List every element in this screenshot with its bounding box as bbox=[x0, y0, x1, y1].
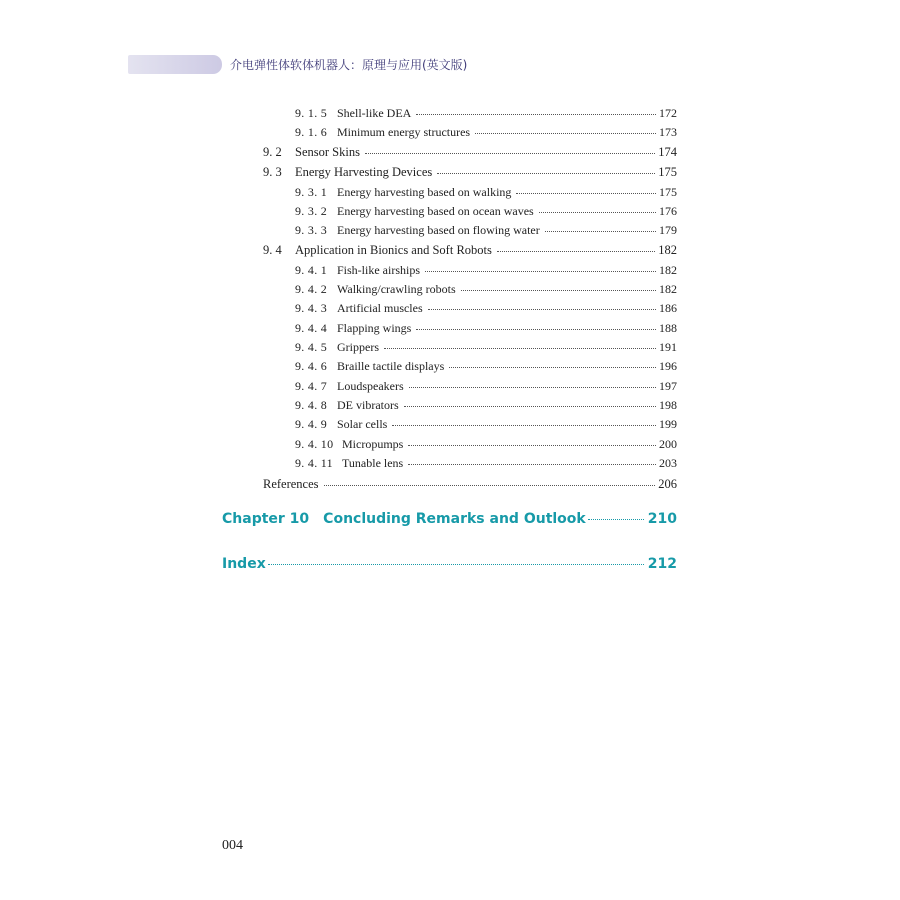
toc-entry[interactable] bbox=[295, 184, 677, 200]
toc-entry[interactable] bbox=[295, 358, 677, 374]
toc-entry-number: 9. 3. 3 bbox=[295, 223, 328, 237]
toc-entry-number: 9. 4. 7 bbox=[295, 379, 328, 393]
toc-entry-number: 9. 4. 2 bbox=[295, 282, 328, 296]
toc-entry[interactable] bbox=[295, 222, 677, 238]
toc-entry-page: 173 bbox=[659, 125, 677, 139]
toc-entry[interactable] bbox=[295, 416, 677, 432]
dot-leader bbox=[392, 424, 656, 426]
toc-entry-page: 206 bbox=[658, 477, 677, 491]
toc-entry-number: 9. 4. 10 bbox=[295, 437, 334, 451]
dot-leader bbox=[428, 308, 656, 310]
toc-entry-page: 191 bbox=[659, 340, 677, 354]
toc-entry-title: Solar cells bbox=[337, 417, 388, 431]
toc-entry-title: Energy Harvesting Devices bbox=[295, 165, 433, 179]
toc-entry-page: 197 bbox=[659, 379, 677, 393]
dot-leader bbox=[416, 113, 656, 115]
toc-entry-page: 182 bbox=[659, 263, 677, 277]
dot-leader bbox=[268, 563, 644, 565]
toc-entry-number: 9. 4. 11 bbox=[295, 456, 333, 470]
toc-entry-page: 176 bbox=[659, 204, 677, 218]
dot-leader bbox=[408, 444, 656, 446]
toc-entry[interactable] bbox=[263, 144, 677, 160]
page-number: 004 bbox=[222, 838, 243, 853]
toc-entry-page: 175 bbox=[658, 165, 677, 179]
dot-leader bbox=[408, 463, 656, 465]
toc-entry-title: Sensor Skins bbox=[295, 145, 360, 159]
toc-entry[interactable] bbox=[295, 203, 677, 219]
toc-entry-number: 9. 4. 4 bbox=[295, 321, 328, 335]
toc-entry-title: Flapping wings bbox=[337, 321, 412, 335]
toc-entry-title: Energy harvesting based on walking bbox=[337, 185, 512, 199]
toc-entry[interactable] bbox=[295, 378, 677, 394]
toc-entry-title: Artificial muscles bbox=[337, 301, 423, 315]
dot-leader bbox=[449, 366, 656, 368]
toc-entry[interactable] bbox=[295, 320, 677, 336]
toc-entry-page: 198 bbox=[659, 398, 677, 412]
toc-entry-number: 9. 3. 1 bbox=[295, 185, 328, 199]
toc-entry[interactable] bbox=[295, 455, 677, 471]
toc-entry-number: 9. 1. 5 bbox=[295, 106, 328, 120]
dot-leader bbox=[384, 347, 656, 349]
toc-entry-number: 9. 4. 6 bbox=[295, 359, 328, 373]
toc-entry-page: 175 bbox=[659, 185, 677, 199]
toc-entry[interactable] bbox=[295, 281, 677, 297]
toc-entry-page: 182 bbox=[659, 282, 677, 296]
chapter-number: Chapter 10 bbox=[222, 511, 310, 527]
toc-entry-references[interactable] bbox=[263, 476, 677, 492]
toc-entry-number: 9. 4. 5 bbox=[295, 340, 328, 354]
toc-chapter-10[interactable] bbox=[222, 511, 677, 527]
toc-entry-page: 182 bbox=[658, 243, 677, 257]
dot-leader bbox=[416, 328, 656, 330]
chapter-title: Concluding Remarks and Outlook bbox=[323, 511, 586, 527]
toc-entry-number: 9. 2 bbox=[263, 145, 282, 159]
toc-entry-number: 9. 4. 8 bbox=[295, 398, 328, 412]
toc-entry[interactable] bbox=[295, 262, 677, 278]
toc-entry-page: 203 bbox=[659, 456, 677, 470]
dot-leader bbox=[404, 405, 656, 407]
toc-entry[interactable] bbox=[295, 339, 677, 355]
index-page: 212 bbox=[647, 556, 677, 572]
toc-entry-number: 9. 4. 9 bbox=[295, 417, 328, 431]
toc-entry-title: Grippers bbox=[337, 340, 379, 354]
dot-leader bbox=[425, 270, 656, 272]
dot-leader bbox=[516, 192, 656, 194]
dot-leader bbox=[324, 484, 656, 486]
toc-entry-title: Walking/crawling robots bbox=[337, 282, 456, 296]
dot-leader bbox=[588, 518, 644, 520]
toc-entry-title: Energy harvesting based on flowing water bbox=[337, 223, 540, 237]
toc-entry-title: Tunable lens bbox=[342, 456, 404, 470]
toc-entry-title: Braille tactile displays bbox=[337, 359, 445, 373]
dot-leader bbox=[461, 289, 656, 291]
toc-entry-page: 186 bbox=[659, 301, 677, 315]
toc-entry-title: Shell-like DEA bbox=[337, 106, 412, 120]
toc-entry-number: 9. 4. 1 bbox=[295, 263, 328, 277]
toc-entry-number: 9. 3 bbox=[263, 165, 282, 179]
dot-leader bbox=[497, 250, 655, 252]
toc-entry-title: Energy harvesting based on ocean waves bbox=[337, 204, 534, 218]
toc-entry[interactable] bbox=[295, 436, 677, 452]
toc-entry-title: Fish-like airships bbox=[337, 263, 420, 277]
toc-entry-page: 199 bbox=[659, 417, 677, 431]
toc-entry[interactable] bbox=[295, 124, 677, 140]
toc-index[interactable] bbox=[222, 556, 677, 572]
book-title: 介电弹性体软体机器人：原理与应用(英文版) bbox=[230, 58, 468, 72]
toc-entry-number: 9. 4 bbox=[263, 243, 282, 257]
toc-entry-page: 179 bbox=[659, 223, 677, 237]
toc-entry-number: 9. 1. 6 bbox=[295, 125, 328, 139]
dot-leader bbox=[545, 230, 656, 232]
toc-entry-title: Application in Bionics and Soft Robots bbox=[295, 243, 492, 257]
toc-entry-page: 174 bbox=[658, 145, 677, 159]
toc-entry[interactable] bbox=[295, 300, 677, 316]
toc-entry[interactable] bbox=[295, 397, 677, 413]
index-title: Index bbox=[222, 556, 266, 572]
toc-entry[interactable] bbox=[263, 242, 677, 258]
dot-leader bbox=[539, 211, 656, 213]
toc-entry-page: 172 bbox=[659, 106, 677, 120]
toc-entry-title: Minimum energy structures bbox=[337, 125, 471, 139]
toc-entry[interactable] bbox=[295, 105, 677, 121]
toc-entry-title: References bbox=[263, 477, 319, 491]
toc-entry-title: Micropumps bbox=[342, 437, 404, 451]
toc-entry-page: 200 bbox=[659, 437, 677, 451]
chapter-page: 210 bbox=[647, 511, 677, 527]
dot-leader bbox=[475, 132, 656, 134]
dot-leader bbox=[437, 172, 655, 174]
dot-leader bbox=[409, 386, 656, 388]
toc-entry-page: 196 bbox=[659, 359, 677, 373]
toc-entry[interactable] bbox=[263, 164, 677, 180]
dot-leader bbox=[365, 152, 655, 154]
toc-entry-number: 9. 4. 3 bbox=[295, 301, 328, 315]
toc-entry-title: Loudspeakers bbox=[337, 379, 404, 393]
header-bar bbox=[128, 55, 222, 74]
toc-entry-page: 188 bbox=[659, 321, 677, 335]
toc-entry-title: DE vibrators bbox=[337, 398, 399, 412]
toc-entry-number: 9. 3. 2 bbox=[295, 204, 328, 218]
